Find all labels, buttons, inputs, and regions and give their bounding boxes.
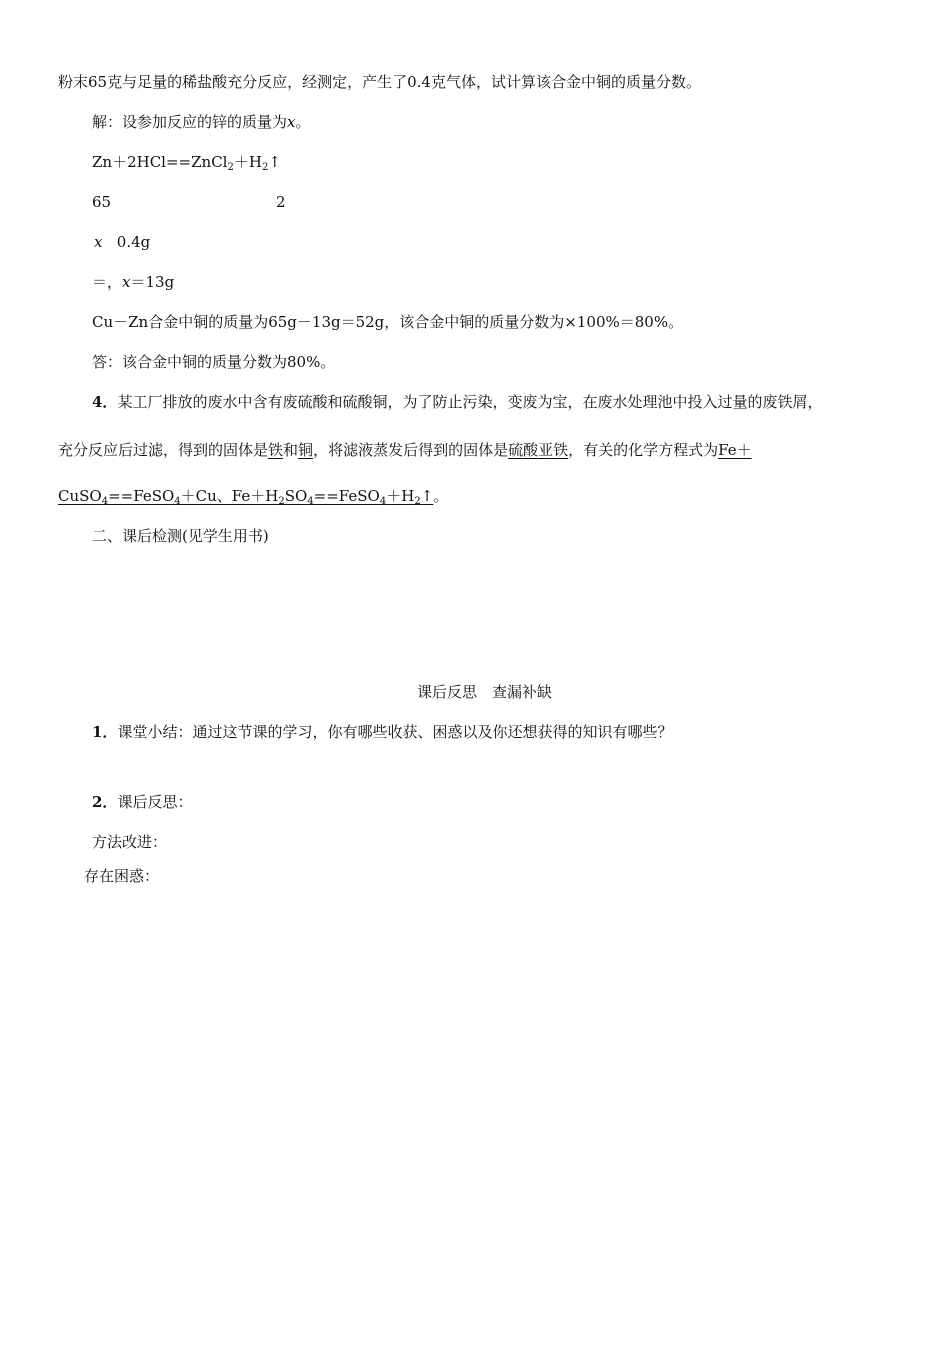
gas-arrow-icon: ↑	[268, 153, 281, 171]
eq-zn: Zn＋2HCl==ZnCl	[92, 153, 228, 171]
item2-text: 课后反思：	[117, 793, 193, 811]
ratio-left-65: 65	[92, 193, 112, 211]
reflection-item1	[92, 722, 672, 742]
ratio-right-2: 2	[276, 193, 286, 211]
q4-text1: 某工厂排放的废水中含有废硫酸和硫酸铜，为了防止污染，变废为宝，在废水处理池中投入过量的废铁屑，	[117, 393, 823, 411]
intro-text: 粉末65克与足量的稀盐酸充分反应，经测定，产生了0.4克气体，试计算该合金中铜的质量分数。	[58, 73, 701, 91]
result-suffix: ＝13g	[130, 273, 175, 291]
solution-let	[92, 112, 311, 132]
q4-and: 和	[283, 441, 299, 459]
copper-mass-line: Cu－Zn合金中铜的质量为65g－13g＝52g，该合金中铜的质量分数为×100%＝80%。	[92, 313, 684, 331]
answer-equations: CuSO$_4$==FeSO$_4$＋Cu、$Fe+H_2SO_4==FeSO_4+H_2↑$	[58, 487, 434, 507]
result-prefix: ＝，	[92, 273, 123, 291]
ratio-row-x	[94, 232, 150, 252]
q4-text2c: ，有关的化学方程式为	[568, 441, 719, 459]
reaction-equation	[92, 152, 281, 172]
answer-equation-start: Fe＋	[718, 441, 752, 459]
solution-let-var: x	[287, 113, 296, 131]
q4-period: 。	[433, 487, 449, 505]
reflection-item2	[92, 792, 192, 812]
item2-number: 2．	[92, 793, 118, 811]
result-line	[92, 272, 174, 292]
q4-text2b: ，将滤液蒸发后得到的固体是	[313, 441, 509, 459]
answer-ferrous-sulfate: 硫酸亚铁	[508, 441, 569, 459]
q4-number: 4．	[92, 393, 118, 411]
item1-number: 1．	[92, 723, 118, 741]
answer-line: 答：该合金中铜的质量分数为80%。	[92, 353, 336, 371]
ratio-var: x	[94, 233, 103, 251]
answer-copper: 铜	[298, 441, 314, 459]
existing-confusion-label: 存在困惑：	[84, 867, 160, 885]
solution-let-prefix: 解：设参加反应的锌的质量为	[92, 113, 288, 131]
solution-let-suffix: 。	[295, 113, 311, 131]
q4-line2	[58, 440, 752, 460]
q4-text2a: 充分反应后过滤，得到的固体是	[58, 441, 269, 459]
item1-text: 课堂小结：通过这节课的学习，你有哪些收获、困惑以及你还想获得的知识有哪些？	[117, 723, 673, 741]
result-var: x	[122, 273, 131, 291]
eq-sub: 2	[261, 162, 269, 173]
eq-plus-h: ＋H	[233, 153, 262, 171]
gas-arrow-icon: ↑	[420, 487, 434, 505]
answer-iron: 铁	[268, 441, 284, 459]
ratio-value: 0.4g	[116, 233, 151, 251]
reflection-title: 课后反思 查漏补缺	[417, 683, 553, 701]
q4-line3	[58, 486, 448, 506]
method-improvement-label: 方法改进：	[92, 833, 168, 851]
section-two-heading: 二、课后检测(见学生用书)	[92, 527, 269, 545]
eq-sub: 2	[227, 162, 234, 173]
q4-line1	[92, 392, 822, 412]
